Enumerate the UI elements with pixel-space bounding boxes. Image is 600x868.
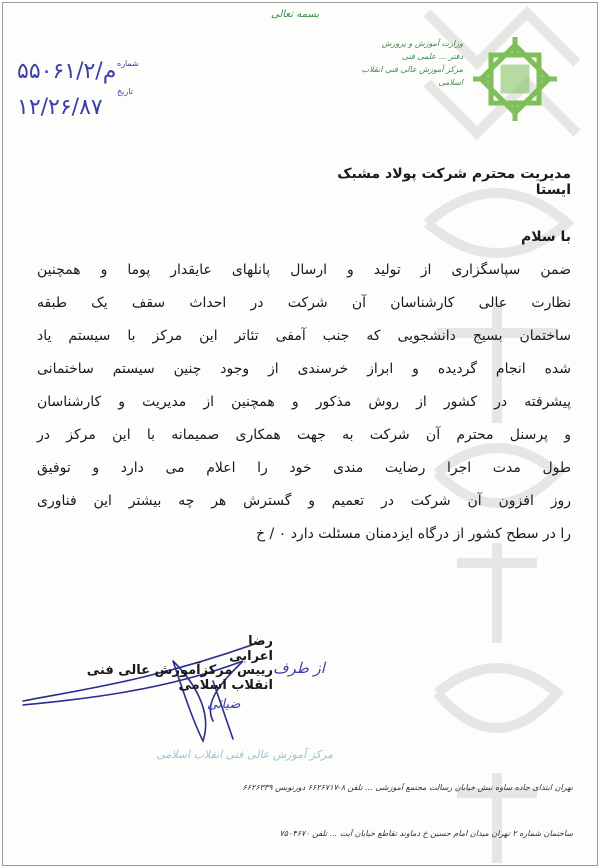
reference-block <box>13 59 163 129</box>
recipient-line: مدیریت محترم شرکت پولاد مشبک ایستا <box>337 166 571 198</box>
body-line: روز افزون آن شرکت در تعمیم و گسترش هر چه بیشتر این فناوری <box>37 493 571 509</box>
body-line: نظارت عالی کارشناسان آن شرکت در احداث سقف یک طبقه <box>37 295 571 311</box>
body-line: را در سطح کشور از درگاه ایزدمنان مسئلت دارد ٠ / خ <box>256 526 571 542</box>
letterhead-line: مرکز آموزش عالی فنی انقلاب اسلامی <box>361 65 463 87</box>
body-line: طول مدت اجرا رضایت مندی خود را اعلام می دارد و توفیق <box>37 460 571 476</box>
signatory-title: رییس مرکزآموزش عالی فنی انقلاب اسلامی <box>86 663 273 693</box>
signatory-name: رضا اعرابی <box>229 634 273 664</box>
footer-address-line: ساختمان شماره ۲ تهران میدان امام حسین خ دماوند تقاطع خیابان آیت ... تلفن ۷۵۰۴۶۷۰ <box>279 829 573 838</box>
reference-date-label: تاریخ <box>117 87 133 96</box>
bismillah-header: بسمه تعالی <box>271 9 320 20</box>
letterhead-text <box>343 37 463 89</box>
body-line: شده انجام گردیده و ابراز خرسندی از وجود چنین سیستم ساختمانی <box>37 361 571 377</box>
footer-address-line: تهران ابتدای جاده ساوه نبش خیابان رسالت مجتمع آموزشی ... تلفن ۸-۶۶۲۶۷۱۷ دورنویس ۶۶۲۶۳۳۹ <box>242 783 573 792</box>
institution-logo-icon <box>469 33 561 125</box>
reference-number: ۵۵۰۶۱/۲/م <box>17 59 117 84</box>
official-stamp: مرکز آموزش عالی فنی انقلاب اسلامی <box>156 748 333 761</box>
reference-number-label: شماره <box>117 59 139 68</box>
body-line: ساختمان بسیج دانشجویی که جنب آمفی تئاتر این مرکز با سیستم یاد <box>37 328 571 344</box>
letterhead-line: وزارت آموزش و پرورش <box>381 39 463 48</box>
body-line: ضمن سپاسگزاری از تولید و ارسال پانلهای عایقدار پوما و همچنین <box>37 262 571 278</box>
body-line: پیشرفته در کشور از روش مذکور و همچنین از مدیریت و کارشناسان <box>37 394 571 410</box>
reference-date: ۱۲/۲۶/۸۷ <box>17 95 103 120</box>
letter-page <box>2 2 598 866</box>
letterhead-line: دفتر ... علمی فنی <box>401 52 463 61</box>
handwritten-on-behalf-note: از طرف <box>273 659 325 677</box>
handwritten-name: ضیائی <box>207 697 241 712</box>
salutation: با سلام <box>520 229 571 245</box>
body-line: و پرسنل محترم آن شرکت به جهت همکاری صمیمانه با این مرکز در <box>37 427 571 443</box>
